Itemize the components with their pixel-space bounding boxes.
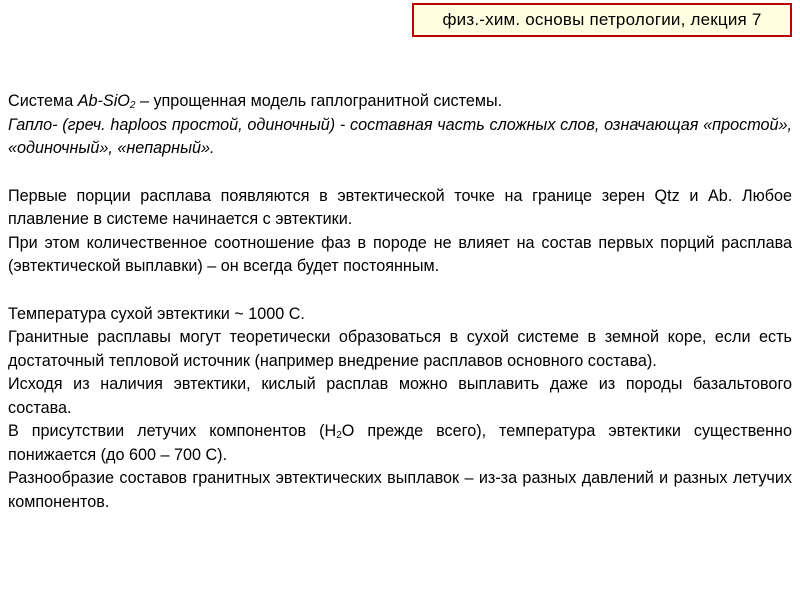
volatiles-effect: В присутствии летучих компонентов ($H_2O$ прежде всего), температура эвтектики существенно понижается (до 600 – 700 С). bbox=[8, 422, 792, 464]
haplo-definition: Гапло- (греч. haploos простой, одиночный) - составная часть сложных слов, означающая «простой», «одиночный», «непарный». bbox=[8, 115, 792, 157]
lecture-title: физ.-хим. основы петрологии, лекция 7 bbox=[442, 10, 762, 29]
eutectic-composition: При этом количественное соотношение фаз в породе не влияет на состав первых порций расплава (эвтектической выплавки) – он всегда будет постоянным. bbox=[8, 233, 792, 275]
acid-melt-from-basalt: Исходя из наличия эвтектики, кислый расплав можно выплавить даже из породы базальтового состава. bbox=[8, 375, 792, 417]
lecture-title-box bbox=[412, 3, 792, 37]
system-description: Система Ab-SiO$_2$ – упрощенная модель гаплогранитной системы. bbox=[8, 92, 503, 111]
lecture-text bbox=[8, 90, 792, 514]
paragraph-gap bbox=[8, 161, 792, 185]
paragraph-gap bbox=[8, 279, 792, 303]
granite-melts-dry-system: Гранитные расплавы могут теоретически образоваться в сухой системе в земной коре, если есть достаточный тепловой источник (например внедрение расплавов основного состава). bbox=[8, 328, 792, 370]
composition-diversity: Разнообразие составов гранитных эвтектических выплавок – из-за разных давлений и разных летучих компонентов. bbox=[8, 469, 792, 511]
system-formula: Ab-SiO$_2$ bbox=[77, 92, 136, 111]
eutectic-first-melt: Первые порции расплава появляются в эвтектической точке на границе зерен Qtz и Ab. Любое плавление в системе начинается с эвтектики. bbox=[8, 186, 792, 228]
dry-eutectic-temperature: Температура сухой эвтектики ~ 1000 С. bbox=[8, 304, 305, 323]
